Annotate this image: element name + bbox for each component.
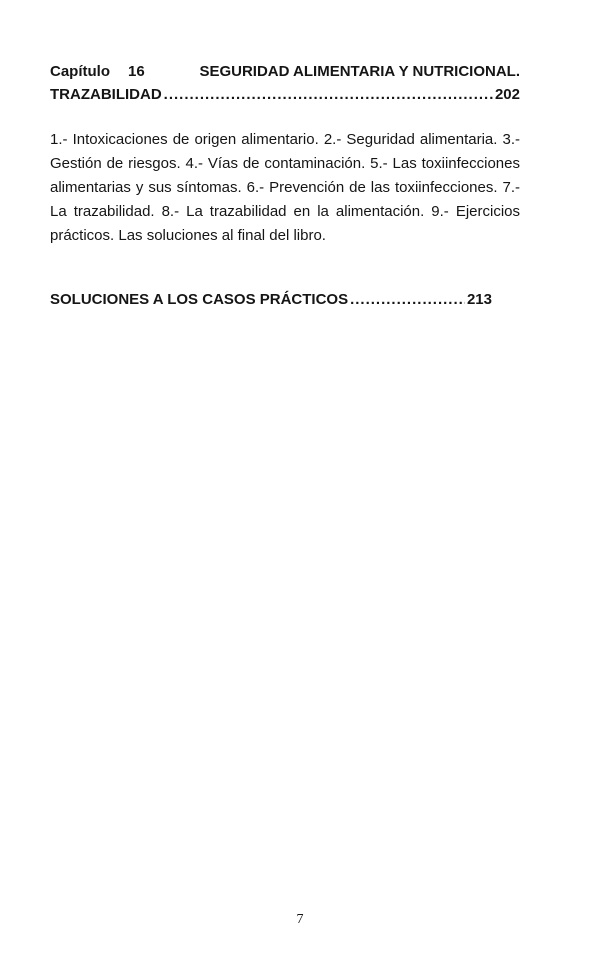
dot-leader [164, 85, 493, 105]
solutions-title: SOLUCIONES A LOS CASOS PRÁCTICOS [50, 291, 349, 308]
chapter-summary: 1.- Intoxicaciones de origen alimentario. 2.- Seguridad alimentaria. 3.- Gestión de riesgos. 4.- Vías de contaminación. 5.- Las toxiinfecciones alimentarias y sus síntomas. 6.- Prevención de las toxiinfecciones. 7.- La trazabilidad. 8.- La trazabilidad en la alimentación. 9.- Ejercicios prácticos. Las soluciones al final del libro. [50, 131, 520, 244]
chapter-page-number: 202 [494, 86, 520, 103]
dot-leader [350, 290, 465, 310]
chapter-title-line1: SEGURIDAD ALIMENTARIA Y NUTRICIONAL. [199, 63, 520, 80]
chapter-number: 16 [128, 63, 145, 80]
solutions-page-number: 213 [466, 291, 492, 308]
footer-page-number: 7 [296, 912, 304, 927]
chapter-label: Capítulo [50, 63, 110, 80]
chapter-label-group [50, 62, 145, 82]
solutions-toc-entry [50, 290, 492, 310]
chapter-title-line2: TRAZABILIDAD [50, 86, 162, 103]
chapter-heading [50, 62, 520, 82]
chapter-toc-entry [50, 85, 520, 105]
